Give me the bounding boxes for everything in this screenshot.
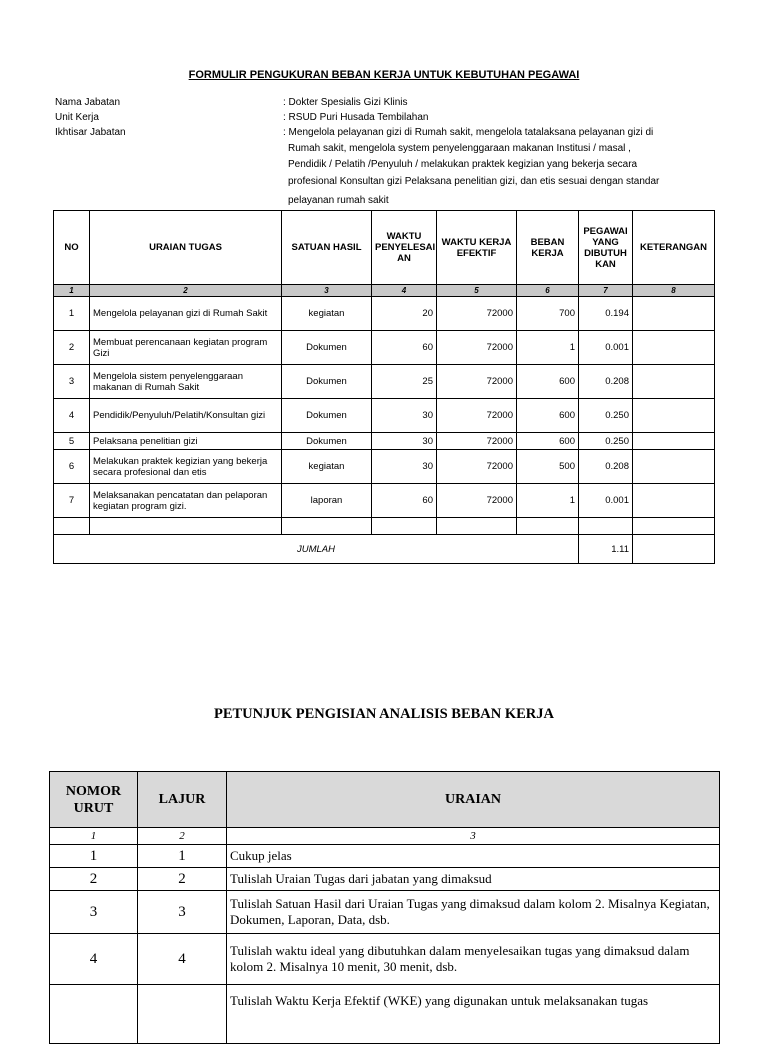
table-row (54, 433, 715, 450)
cell-satuan: Dokumen (282, 399, 372, 433)
col-header: WAKTU PENYELESAI AN (372, 211, 437, 285)
cell-waktu: 60 (372, 331, 437, 365)
cell-wke: 72000 (437, 399, 517, 433)
col-header: URAIAN TUGAS (90, 211, 282, 285)
cell-waktu: 60 (372, 484, 437, 518)
cell-lajur: 3 (138, 891, 227, 934)
cell-beban: 700 (517, 297, 579, 331)
cell-uraian: Mengelola sistem penyelenggaraan makanan di Rumah Sakit (90, 365, 282, 399)
ikhtisar-text: Pendidik / Pelatih /Penyuluh / melakukan praktek kegizian yang bekerja secara (288, 159, 638, 170)
cell-nomor: 2 (50, 868, 138, 891)
cell-uraian: Membuat perencanaan kegiatan program Gizi (90, 331, 282, 365)
col-index: 5 (437, 285, 517, 297)
cell-uraian: Melaksanakan pencatatan dan pelaporan kegiatan program gizi. (90, 484, 282, 518)
col-index: 1 (50, 828, 138, 845)
cell-wke: 72000 (437, 297, 517, 331)
cell-satuan: kegiatan (282, 297, 372, 331)
petunjuk-table (49, 771, 720, 1044)
field-value: : RSUD Puri Husada Tembilahan (283, 112, 429, 123)
field-value: : Dokter Spesialis Gizi Klinis (283, 97, 408, 108)
field-label: Nama Jabatan (55, 97, 121, 108)
table-row (54, 399, 715, 433)
table-header-row (50, 772, 720, 828)
cell-uraian: Mengelola pelayanan gizi di Rumah Sakit (90, 297, 282, 331)
col-header: URAIAN (227, 772, 720, 828)
cell-keterangan (633, 297, 715, 331)
col-index: 8 (633, 285, 715, 297)
col-header: SATUAN HASIL (282, 211, 372, 285)
table-row (54, 450, 715, 484)
blank-cell (372, 518, 437, 535)
table-row (50, 868, 720, 891)
cell-lajur: 1 (138, 845, 227, 868)
ikhtisar-text: profesional Konsultan gizi Pelaksana penelitian gizi, dan etis sesuai dengan standar (288, 176, 660, 187)
col-index: 2 (138, 828, 227, 845)
col-header: BEBAN KERJA (517, 211, 579, 285)
cell-no: 3 (54, 365, 90, 399)
cell-keterangan (633, 484, 715, 518)
col-index: 6 (517, 285, 579, 297)
col-index: 3 (282, 285, 372, 297)
cell-nomor (50, 985, 138, 1044)
cell-satuan: kegiatan (282, 450, 372, 484)
col-header: NO (54, 211, 90, 285)
blank-cell (437, 518, 517, 535)
cell-keterangan (633, 331, 715, 365)
cell-no: 6 (54, 450, 90, 484)
blank-cell (517, 518, 579, 535)
cell-no: 5 (54, 433, 90, 450)
cell-no: 7 (54, 484, 90, 518)
cell-uraian: Tulislah Satuan Hasil dari Uraian Tugas yang dimaksud dalam kolom 2. Misalnya Kegiatan, Dokumen, Laporan, Data, dsb. (227, 891, 720, 934)
col-index: 3 (227, 828, 720, 845)
ikhtisar-text: pelayanan rumah sakit (288, 195, 389, 206)
table-row (54, 297, 715, 331)
table-row (50, 891, 720, 934)
cell-uraian: Tulislah Uraian Tugas dari jabatan yang dimaksud (227, 868, 720, 891)
col-header: KETERANGAN (633, 211, 715, 285)
cell-beban: 600 (517, 365, 579, 399)
cell-beban: 600 (517, 433, 579, 450)
col-header: WAKTU KERJA EFEKTIF (437, 211, 517, 285)
cell-pegawai: 0.001 (579, 331, 633, 365)
cell-uraian: Cukup jelas (227, 845, 720, 868)
blank-cell (54, 518, 90, 535)
cell-no: 2 (54, 331, 90, 365)
blank-cell (633, 518, 715, 535)
col-index: 7 (579, 285, 633, 297)
table-row (50, 934, 720, 985)
table-row (50, 845, 720, 868)
total-value: 1.11 (579, 535, 633, 564)
workload-table (53, 210, 715, 564)
table-header-row (54, 211, 715, 285)
col-index: 2 (90, 285, 282, 297)
col-index: 4 (372, 285, 437, 297)
cell-waktu: 30 (372, 450, 437, 484)
cell-uraian: Pendidik/Penyuluh/Pelatih/Konsultan gizi (90, 399, 282, 433)
cell-keterangan (633, 365, 715, 399)
cell-satuan: Dokumen (282, 433, 372, 450)
cell-pegawai: 0.194 (579, 297, 633, 331)
cell-keterangan (633, 399, 715, 433)
column-index-row (50, 828, 720, 845)
cell-lajur: 4 (138, 934, 227, 985)
total-label: JUMLAH (54, 535, 579, 564)
cell-waktu: 30 (372, 399, 437, 433)
field-value: : Mengelola pelayanan gizi di Rumah sakit, mengelola tatalaksana pelayanan gizi di (283, 127, 654, 138)
cell-satuan: Dokumen (282, 331, 372, 365)
cell-nomor: 3 (50, 891, 138, 934)
cell-satuan: Dokumen (282, 365, 372, 399)
cell-beban: 500 (517, 450, 579, 484)
cell-satuan: laporan (282, 484, 372, 518)
col-header: LAJUR (138, 772, 227, 828)
col-index: 1 (54, 285, 90, 297)
cell-uraian: Tulislah waktu ideal yang dibutuhkan dalam menyelesaikan tugas yang dimaksud dalam kolom 2. Misalnya 10 menit, 30 menit, dsb. (227, 934, 720, 985)
cell-wke: 72000 (437, 365, 517, 399)
field-label: Unit Kerja (55, 112, 99, 123)
cell-pegawai: 0.208 (579, 450, 633, 484)
cell-wke: 72000 (437, 433, 517, 450)
petunjuk-title: PETUNJUK PENGISIAN ANALISIS BEBAN KERJA (213, 706, 554, 722)
cell-nomor: 4 (50, 934, 138, 985)
total-row (54, 535, 715, 564)
field-label: Ikhtisar Jabatan (55, 127, 126, 138)
cell-waktu: 30 (372, 433, 437, 450)
cell-wke: 72000 (437, 450, 517, 484)
cell-pegawai: 0.250 (579, 433, 633, 450)
cell-pegawai: 0.001 (579, 484, 633, 518)
cell-uraian: Melakukan praktek kegizian yang bekerja secara profesional dan etis (90, 450, 282, 484)
cell-lajur: 2 (138, 868, 227, 891)
cell-waktu: 25 (372, 365, 437, 399)
cell-no: 1 (54, 297, 90, 331)
cell-keterangan (633, 450, 715, 484)
cell-uraian: Tulislah Waktu Kerja Efektif (WKE) yang digunakan untuk melaksanakan tugas (227, 985, 720, 1044)
table-row (50, 985, 720, 1044)
blank-cell (282, 518, 372, 535)
cell-keterangan (633, 433, 715, 450)
blank-cell (579, 518, 633, 535)
cell-waktu: 20 (372, 297, 437, 331)
cell-beban: 1 (517, 331, 579, 365)
table-row (54, 365, 715, 399)
cell-wke: 72000 (437, 484, 517, 518)
cell-pegawai: 0.208 (579, 365, 633, 399)
ikhtisar-text: Rumah sakit, mengelola system penyelenggaraan makanan Institusi / masal , (288, 143, 631, 154)
blank-row (54, 518, 715, 535)
cell-beban: 600 (517, 399, 579, 433)
total-keterangan (633, 535, 715, 564)
cell-beban: 1 (517, 484, 579, 518)
form-title: FORMULIR PENGUKURAN BEBAN KERJA UNTUK KEBUTUHAN PEGAWAI (188, 69, 580, 81)
table-row (54, 331, 715, 365)
table-row (54, 484, 715, 518)
blank-cell (90, 518, 282, 535)
column-index-row (54, 285, 715, 297)
col-header: NOMOR URUT (50, 772, 138, 828)
cell-lajur (138, 985, 227, 1044)
col-header: PEGAWAI YANG DIBUTUH KAN (579, 211, 633, 285)
cell-nomor: 1 (50, 845, 138, 868)
cell-uraian: Pelaksana penelitian gizi (90, 433, 282, 450)
cell-wke: 72000 (437, 331, 517, 365)
cell-no: 4 (54, 399, 90, 433)
cell-pegawai: 0.250 (579, 399, 633, 433)
